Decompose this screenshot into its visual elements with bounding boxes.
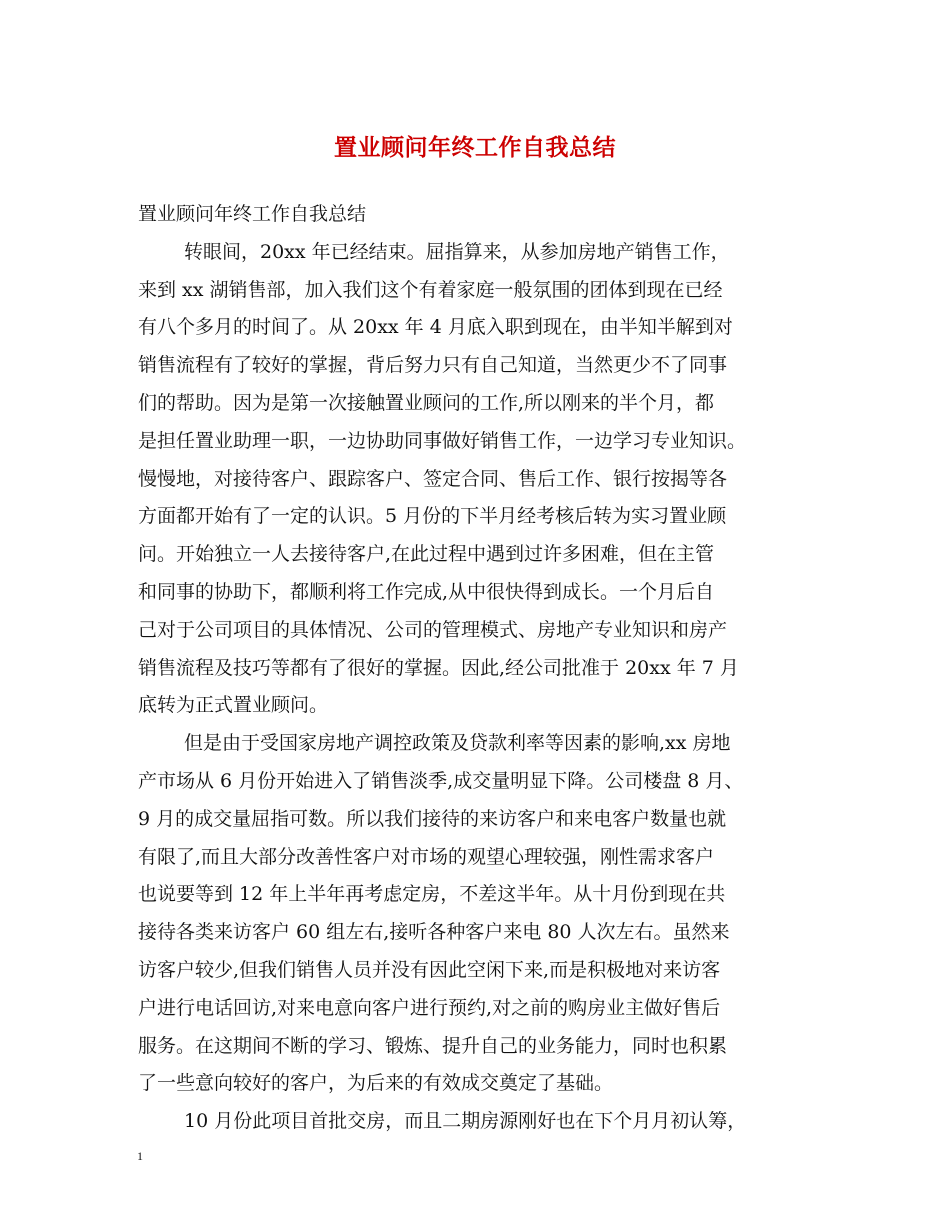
page-number: 1 <box>137 1149 143 1163</box>
paragraph-line: 产市场从 6 月份开始进入了销售淡季,成交量明显下降。公司楼盘 8 月、 <box>138 769 744 792</box>
paragraph-line: 服务。在这期间不断的学习、锻炼、提升自己的业务能力，同时也积累 <box>138 1034 728 1057</box>
document-title: 置业顾问年终工作自我总结 <box>334 134 616 161</box>
paragraph-line: 销售流程有了较好的掌握，背后努力只有自己知道，当然更少不了同事 <box>138 354 728 377</box>
paragraph-line: 也说要等到 12 年上半年再考虑定房，不差这半年。从十月份到现在共 <box>138 883 726 906</box>
paragraph-line: 转眼间，20xx 年已经结束。屈指算来，从参加房地产销售工作， <box>184 240 730 263</box>
paragraph-line: 了一些意向较好的客户，为后来的有效成交奠定了基础。 <box>138 1072 614 1095</box>
paragraph-line: 访客户较少,但我们销售人员并没有因此空闲下来,而是积极地对来访客 <box>138 958 721 981</box>
paragraph-line: 己对于公司项目的具体情况、公司的管理模式、房地产专业知识和房产 <box>138 618 728 641</box>
paragraph-line: 户进行电话回访,对来电意向客户进行预约,对之前的购房业主做好售后 <box>138 996 721 1019</box>
paragraph-line: 方面都开始有了一定的认识。5 月份的下半月经考核后转为实习置业顾 <box>138 505 727 528</box>
paragraph-line: 底转为正式置业顾问。 <box>138 694 329 717</box>
paragraph-line: 但是由于受国家房地产调控政策及贷款利率等因素的影响,xx 房地 <box>184 732 731 755</box>
paragraph-line: 来到 xx 湖销售部，加入我们这个有着家庭一般氛围的团体到现在已经 <box>138 278 723 301</box>
paragraph-line: 销售流程及技巧等都有了很好的掌握。因此,经公司批准于 20xx 年 7 月 <box>138 656 739 679</box>
paragraph-line: 有八个多月的时间了。从 20xx 年 4 月底入职到现在，由半知半解到对 <box>138 316 733 339</box>
document-body <box>138 196 820 1141</box>
paragraph-line: 10 月份此项目首批交房，而且二期房源刚好也在下个月月初认筹， <box>184 1110 747 1133</box>
paragraph-line: 是担任置业助理一职，一边协助同事做好销售工作，一边学习专业知识。 <box>138 429 747 452</box>
body-heading-line: 置业顾问年终工作自我总结 <box>138 203 367 225</box>
paragraph-line: 9 月的成交量屈指可数。所以我们接待的来访客户和来电客户数量也就 <box>138 807 727 830</box>
paragraph-line: 们的帮助。因为是第一次接触置业顾问的工作,所以刚来的半个月，都 <box>138 391 715 414</box>
paragraph-line: 慢慢地，对接待客户、跟踪客户、签定合同、售后工作、银行按揭等各 <box>138 467 728 490</box>
paragraph-line: 问。开始独立一人去接待客户,在此过程中遇到过许多困难，但在主管 <box>138 543 715 566</box>
paragraph-line: 和同事的协助下，都顺利将工作完成,从中很快得到成长。一个月后自 <box>138 580 715 603</box>
paragraph-line: 接待各类来访客户 60 组左右,接听各种客户来电 80 人次左右。虽然来 <box>138 921 730 944</box>
paragraph-line: 有限了,而且大部分改善性客户对市场的观望心理较强，刚性需求客户 <box>138 845 715 868</box>
